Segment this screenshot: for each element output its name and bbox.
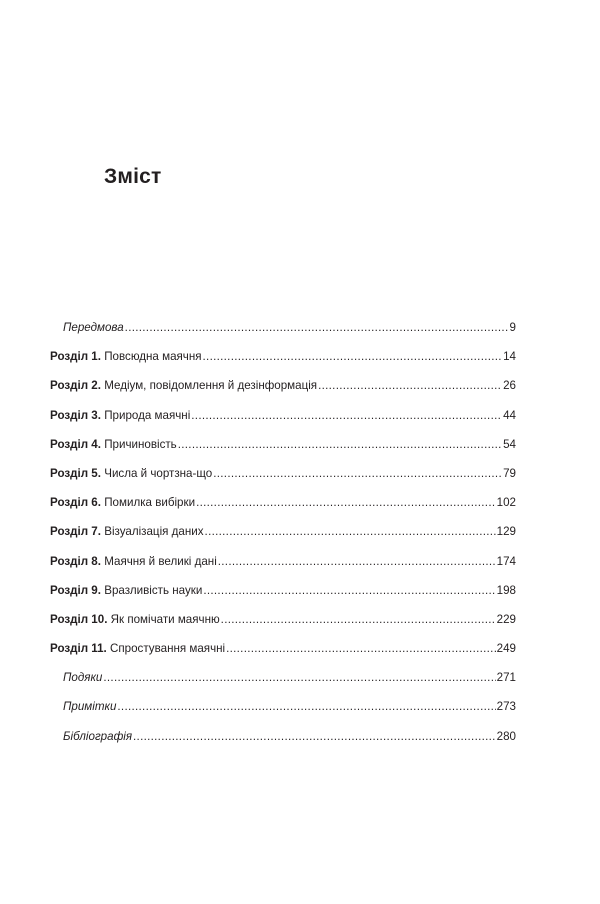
table-of-contents	[50, 313, 516, 751]
toc-entry-chapter-1	[50, 342, 516, 371]
toc-entry-label: Розділ 3.	[50, 408, 101, 422]
toc-entry-title: Природа маячні	[104, 408, 191, 422]
dot-leader	[178, 430, 502, 459]
dot-leader	[205, 517, 496, 546]
toc-entry-chapter-4	[50, 430, 516, 459]
toc-entry-bibliography	[50, 722, 516, 751]
toc-entry-title: Подяки	[63, 671, 103, 685]
toc-entry-chapter-8	[50, 547, 516, 576]
toc-entry-page: 129	[496, 525, 516, 539]
dot-leader	[218, 547, 496, 576]
toc-entry-title: Вразливість науки	[104, 583, 203, 597]
toc-entry-label: Розділ 10.	[50, 612, 108, 626]
toc-entry-page: 14	[503, 350, 516, 364]
toc-entry-page: 249	[496, 642, 516, 656]
toc-entry-chapter-10	[50, 605, 516, 634]
toc-entry-label: Розділ 2.	[50, 379, 101, 393]
toc-entry-page: 174	[496, 554, 516, 568]
toc-entry-chapter-2	[50, 371, 516, 400]
dot-leader	[191, 401, 502, 430]
toc-entry-title: Числа й чортзна-що	[104, 466, 213, 480]
dot-leader	[133, 722, 496, 751]
toc-entry-page: 229	[496, 612, 516, 626]
toc-entry-title: Причиновість	[104, 437, 177, 451]
toc-entry-label: Розділ 7.	[50, 525, 101, 539]
toc-entry-label: Розділ 5.	[50, 466, 101, 480]
toc-entry-acknowledgements	[50, 663, 516, 692]
toc-entry-page: 44	[503, 408, 516, 422]
toc-entry-title: Передмова	[63, 321, 124, 334]
toc-entry-page: 280	[496, 729, 516, 743]
toc-entry-title: Бібліографія	[63, 729, 133, 743]
toc-entry-chapter-6	[50, 488, 516, 517]
toc-entry-label: Розділ 1.	[50, 350, 101, 364]
toc-entry-preface	[50, 313, 516, 342]
dot-leader	[318, 371, 502, 400]
toc-entry-notes	[50, 692, 516, 721]
dot-leader	[226, 634, 496, 663]
dot-leader	[221, 605, 496, 634]
toc-entry-chapter-5	[50, 459, 516, 488]
toc-entry-title: Маячня й великі дані	[104, 554, 217, 568]
toc-entry-title: Примітки	[63, 700, 117, 714]
dot-leader	[103, 663, 495, 692]
toc-entry-label: Розділ 9.	[50, 583, 101, 597]
toc-entry-title: Медіум, повідомлення й дезінформація	[104, 379, 318, 393]
toc-entry-page: 54	[503, 437, 516, 451]
dot-leader	[203, 576, 495, 605]
toc-entry-page: 198	[496, 583, 516, 597]
toc-entry-title: Помилка вибірки	[104, 496, 196, 510]
toc-entry-title: Візуалізація даних	[104, 525, 204, 539]
toc-entry-chapter-7	[50, 517, 516, 546]
toc-entry-title: Спростування маячні	[110, 642, 226, 656]
page-title: Зміст	[104, 165, 162, 188]
toc-entry-title: Повсюдна маячня	[104, 350, 202, 364]
toc-entry-label: Розділ 4.	[50, 437, 101, 451]
toc-entry-title: Як помічати маячню	[110, 612, 220, 626]
dot-leader	[196, 488, 496, 517]
toc-entry-label: Розділ 6.	[50, 496, 101, 510]
toc-entry-label: Розділ 11.	[50, 642, 107, 656]
toc-entry-page: 271	[496, 671, 516, 685]
dot-leader	[213, 459, 502, 488]
toc-entry-label: Розділ 8.	[50, 554, 101, 568]
toc-entry-page: 26	[503, 379, 516, 393]
toc-entry-chapter-3	[50, 401, 516, 430]
dot-leader	[117, 692, 495, 721]
toc-entry-chapter-11	[50, 634, 516, 663]
toc-entry-page: 9	[509, 321, 516, 334]
toc-entry-page: 273	[496, 700, 516, 714]
toc-entry-page: 79	[503, 466, 516, 480]
toc-entry-chapter-9	[50, 576, 516, 605]
toc-entry-page: 102	[496, 496, 516, 510]
dot-leader	[125, 313, 509, 342]
dot-leader	[203, 342, 503, 371]
